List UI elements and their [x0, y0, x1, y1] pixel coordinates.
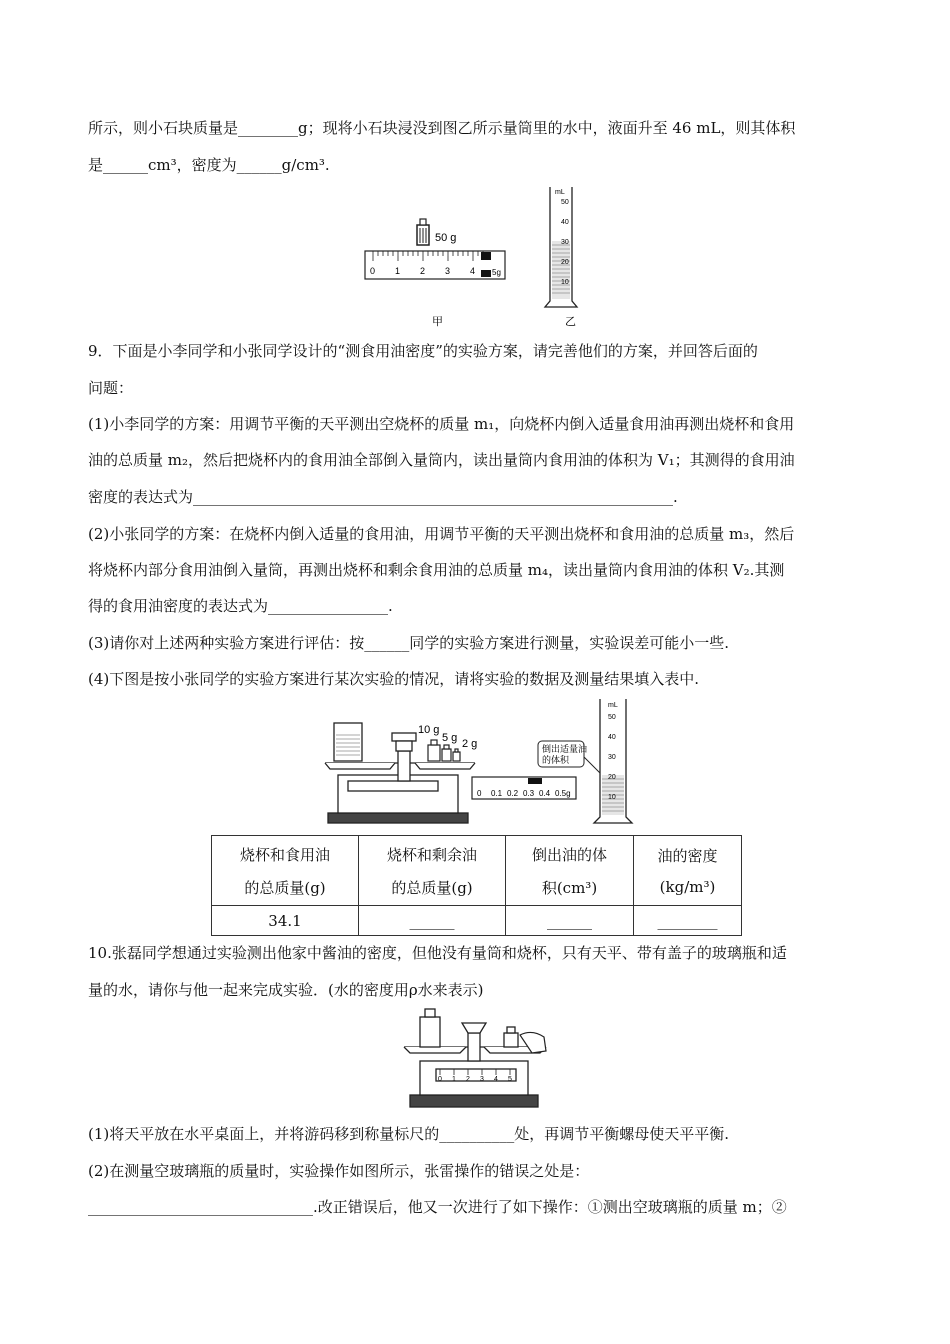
tick-label: 5g — [492, 268, 501, 277]
tick-label: 2 — [420, 266, 426, 276]
table-cell: 34.1 — [212, 906, 359, 936]
figure-scale-cylinder — [355, 183, 600, 328]
text-line: 问题： — [88, 379, 134, 397]
text-line: (1)将天平放在水平桌面上，并将游码移到称量标尺的__________处，再调节平衡螺母使天平平衡. — [88, 1125, 730, 1143]
cyl-tick: 10 — [608, 794, 616, 801]
text-line: 所示，则小石块质量是________g；现将小石块浸没到图乙所示量筒里的水中，液面升至 46 mL，则其体积 — [88, 119, 796, 137]
cyl-tick: 10 — [561, 279, 569, 286]
cyl-tick: 50 — [561, 199, 569, 206]
table-header: 烧杯和剩余油 的总质量(g) — [359, 836, 506, 906]
caption: 乙 — [565, 316, 576, 328]
table-cell: ______ — [506, 906, 634, 936]
cyl-tick: 50 — [608, 714, 616, 721]
tick-label: 0.2 — [507, 789, 519, 798]
cyl-tick: 30 — [561, 239, 569, 246]
table-cell: ________ — [634, 906, 742, 936]
text-line: (4)下图是按小张同学的实验方案进行某次实验的情况，请将实验的数据及测量结果填入表中. — [88, 670, 700, 688]
tick-label: 5 — [508, 1076, 512, 1083]
weight-label: 10 g — [418, 724, 440, 736]
tick-label: 0 — [438, 1076, 442, 1083]
text-line: 密度的表达式为________________________________________________________________. — [88, 488, 678, 506]
cyl-tick: 20 — [608, 774, 616, 781]
table-cell: ______ — [359, 906, 506, 936]
cyl-tick: 30 — [608, 754, 616, 761]
cyl-tick: 40 — [561, 219, 569, 226]
table-header: 油的密度 (kg/m³) — [634, 836, 742, 906]
weight-label: 50 g — [435, 232, 457, 244]
text-line: 得的食用油密度的表达式为________________. — [88, 597, 393, 615]
tick-label: 4 — [494, 1076, 498, 1083]
text-line: (3)请你对上述两种实验方案进行评估：按______同学的实验方案进行测量，实验误差可能小一些. — [88, 634, 730, 652]
callout-text: 的体积 — [542, 755, 570, 765]
tick-label: 0.3 — [523, 789, 535, 798]
tick-label: 4 — [470, 266, 476, 276]
cyl-tick: 40 — [608, 734, 616, 741]
tick-label: 3 — [480, 1076, 484, 1083]
text-line: (2)在测量空玻璃瓶的质量时，实验操作如图所示，张雷操作的错误之处是： — [88, 1162, 590, 1180]
tick-label: 0 — [370, 266, 376, 276]
callout-text: 倒出适量油 — [542, 744, 588, 754]
tick-label: 0.4 — [539, 789, 551, 798]
text-line: ______________________________.改正错误后，他又一次进行了如下操作：①测出空玻璃瓶的质量 m；② — [88, 1198, 787, 1216]
data-table — [211, 835, 742, 936]
text-line: 油的总质量 m₂，然后把烧杯内的食用油全部倒入量筒内，读出量筒内食用油的体积为 V₁；其测得的食用油 — [88, 451, 795, 469]
tick-label: 2 — [466, 1076, 470, 1083]
rider-icon — [481, 252, 491, 260]
text-line: 是______cm³，密度为______g/cm³. — [88, 156, 330, 174]
weight-label: 2 g — [462, 738, 478, 750]
tick-label: 0 — [477, 789, 482, 798]
tick-label: 1 — [395, 266, 401, 276]
tick-label: 3 — [445, 266, 451, 276]
text-line: (1)小李同学的方案：用调节平衡的天平测出空烧杯的质量 m₁，向烧杯内倒入适量食用油再测出烧杯和食用 — [88, 415, 795, 433]
weight-label: 5 g — [442, 732, 458, 744]
cyl-tick: 20 — [561, 259, 569, 266]
tick-label: 0.1 — [491, 789, 503, 798]
question-10: 10.张磊同学想通过实验测出他家中酱油的密度，但他没有量筒和烧杯，只有天平、带有盖子的玻璃瓶和适 — [88, 944, 787, 962]
tick-label: 0.5g — [555, 789, 571, 798]
caption: 甲 — [432, 316, 443, 328]
cyl-unit: mL — [608, 702, 618, 709]
table-header: 烧杯和食用油 的总质量(g) — [212, 836, 359, 906]
question-9: 9．下面是小李同学和小张同学设计的“测食用油密度”的实验方案，请完善他们的方案，并回答后面的 — [88, 342, 758, 360]
balance-icon — [404, 1009, 546, 1107]
figure-balance-hand — [400, 1003, 550, 1113]
cyl-unit: mL — [555, 189, 565, 196]
weight-50g-icon — [417, 219, 429, 245]
text-line: 将烧杯内部分食用油倒入量筒，再测出烧杯和剩余食用油的总质量 m₄，读出量筒内食用油的体积 V₂.其测 — [88, 561, 785, 579]
text-line: (2)小张同学的方案：在烧杯内倒入适量的食用油，用调节平衡的天平测出烧杯和食用油的总质量 m₃，然后 — [88, 525, 795, 543]
rider-icon — [528, 778, 542, 784]
text-line: 量的水，请你与他一起来完成实验．(水的密度用ρ水来表示) — [88, 981, 484, 999]
tick-label: 1 — [452, 1076, 456, 1083]
table-header: 倒出油的体 积(cm³) — [506, 836, 634, 906]
figure-oil-experiment — [320, 695, 645, 830]
